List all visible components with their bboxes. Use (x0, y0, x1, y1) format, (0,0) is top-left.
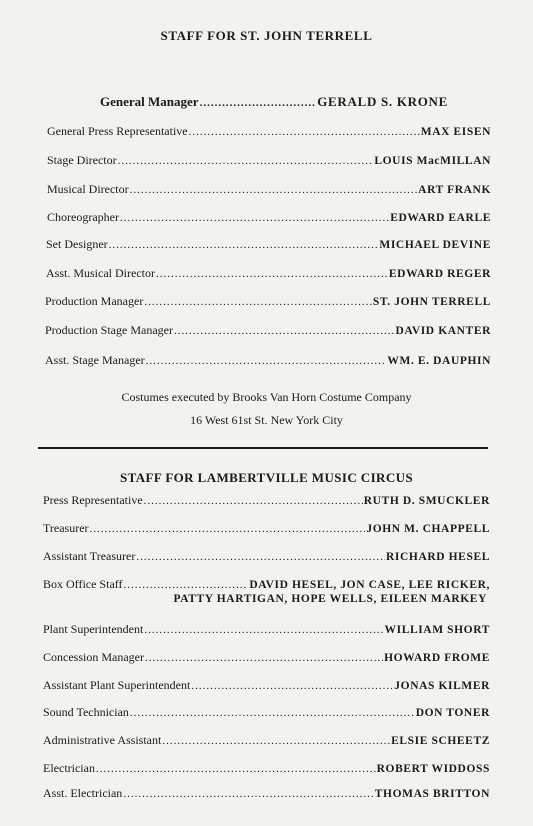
role-label: Assistant Plant Superintendent (43, 678, 191, 692)
role-label: Box Office Staff (43, 577, 123, 591)
staff-name: EDWARD EARLE (390, 212, 491, 224)
staff-name: LOUIS MacMILLAN (374, 155, 491, 167)
role-label: Asst. Musical Director (46, 266, 155, 280)
staff-name: MICHAEL DEVINE (379, 239, 491, 251)
section2-title: STAFF FOR LAMBERTVILLE MUSIC CIRCUS (119, 470, 414, 485)
staff-row (43, 622, 490, 637)
staff-row (43, 705, 490, 720)
staff-name: MAX EISEN (420, 126, 491, 138)
role-label: Press Representative (43, 493, 143, 507)
staff-row (47, 182, 491, 197)
staff-row (43, 761, 490, 776)
role-label: Plant Superintendent (43, 622, 144, 636)
role-label: Production Stage Manager (45, 323, 173, 337)
role-label: Electrician (43, 761, 95, 775)
role-label: Musical Director (47, 182, 129, 196)
role-label: Concession Manager (43, 650, 144, 664)
role-label: Set Designer (46, 237, 108, 251)
staff-name: ST. JOHN TERRELL (372, 296, 491, 308)
staff-name: WM. E. DAUPHIN (387, 355, 491, 367)
staff-name: WILLIAM SHORT (384, 624, 490, 636)
role-label: Asst. Stage Manager (45, 353, 145, 367)
staff-row (43, 493, 490, 508)
staff-name: RUTH D. SMUCKLER (363, 495, 490, 507)
staff-row (46, 237, 491, 252)
box-office-staff-continued: PATTY HARTIGAN, HOPE WELLS, EILEEN MARKEY (173, 593, 487, 605)
staff-row (47, 124, 491, 139)
general-manager-row (100, 94, 448, 110)
staff-row (45, 353, 491, 368)
staff-name: JONAS KILMER (394, 680, 490, 692)
role-label: Choreographer (47, 210, 119, 224)
staff-name: JOHN M. CHAPPELL (366, 523, 490, 535)
staff-name: ART FRANK (418, 184, 491, 196)
role-label: General Press Representative (47, 124, 188, 138)
role-label: Asst. Electrician (43, 786, 123, 800)
staff-row (43, 733, 490, 748)
role-label: Production Manager (45, 294, 144, 308)
staff-row (43, 521, 490, 536)
staff-name: THOMAS BRITTON (374, 788, 490, 800)
staff-row (43, 678, 490, 693)
role-label: Sound Technician (43, 705, 129, 719)
staff-row (45, 323, 491, 338)
staff-name: HOWARD FROME (384, 652, 490, 664)
role-label: General Manager (100, 94, 199, 109)
section-divider (38, 447, 488, 449)
costumes-address: 16 West 61st St. New York City (190, 413, 343, 427)
staff-name: DAVID HESEL, JON CASE, LEE RICKER, (249, 579, 490, 591)
role-label: Stage Director (47, 153, 117, 167)
staff-row (43, 577, 490, 592)
staff-name: RICHARD HESEL (386, 551, 490, 563)
staff-name: ROBERT WIDDOSS (376, 763, 490, 775)
staff-name: EDWARD REGER (388, 268, 491, 280)
role-label: Treasurer (43, 521, 89, 535)
staff-row (43, 786, 490, 801)
section1-title: STAFF FOR ST. JOHN TERRELL (160, 28, 373, 43)
staff-row (43, 549, 490, 564)
staff-name: DON TONER (415, 707, 490, 719)
staff-row (45, 294, 491, 309)
staff-row (47, 153, 491, 168)
staff-row (43, 650, 490, 665)
staff-name: GERALD S. KRONE (317, 94, 448, 109)
costumes-credit: Costumes executed by Brooks Van Horn Costume Company (121, 390, 412, 404)
role-label: Administrative Assistant (43, 733, 162, 747)
staff-name: ELSIE SCHEETZ (391, 735, 490, 747)
staff-name: DAVID KANTER (395, 325, 491, 337)
role-label: Assistant Treasurer (43, 549, 136, 563)
staff-row (46, 266, 491, 281)
staff-row (47, 210, 491, 225)
